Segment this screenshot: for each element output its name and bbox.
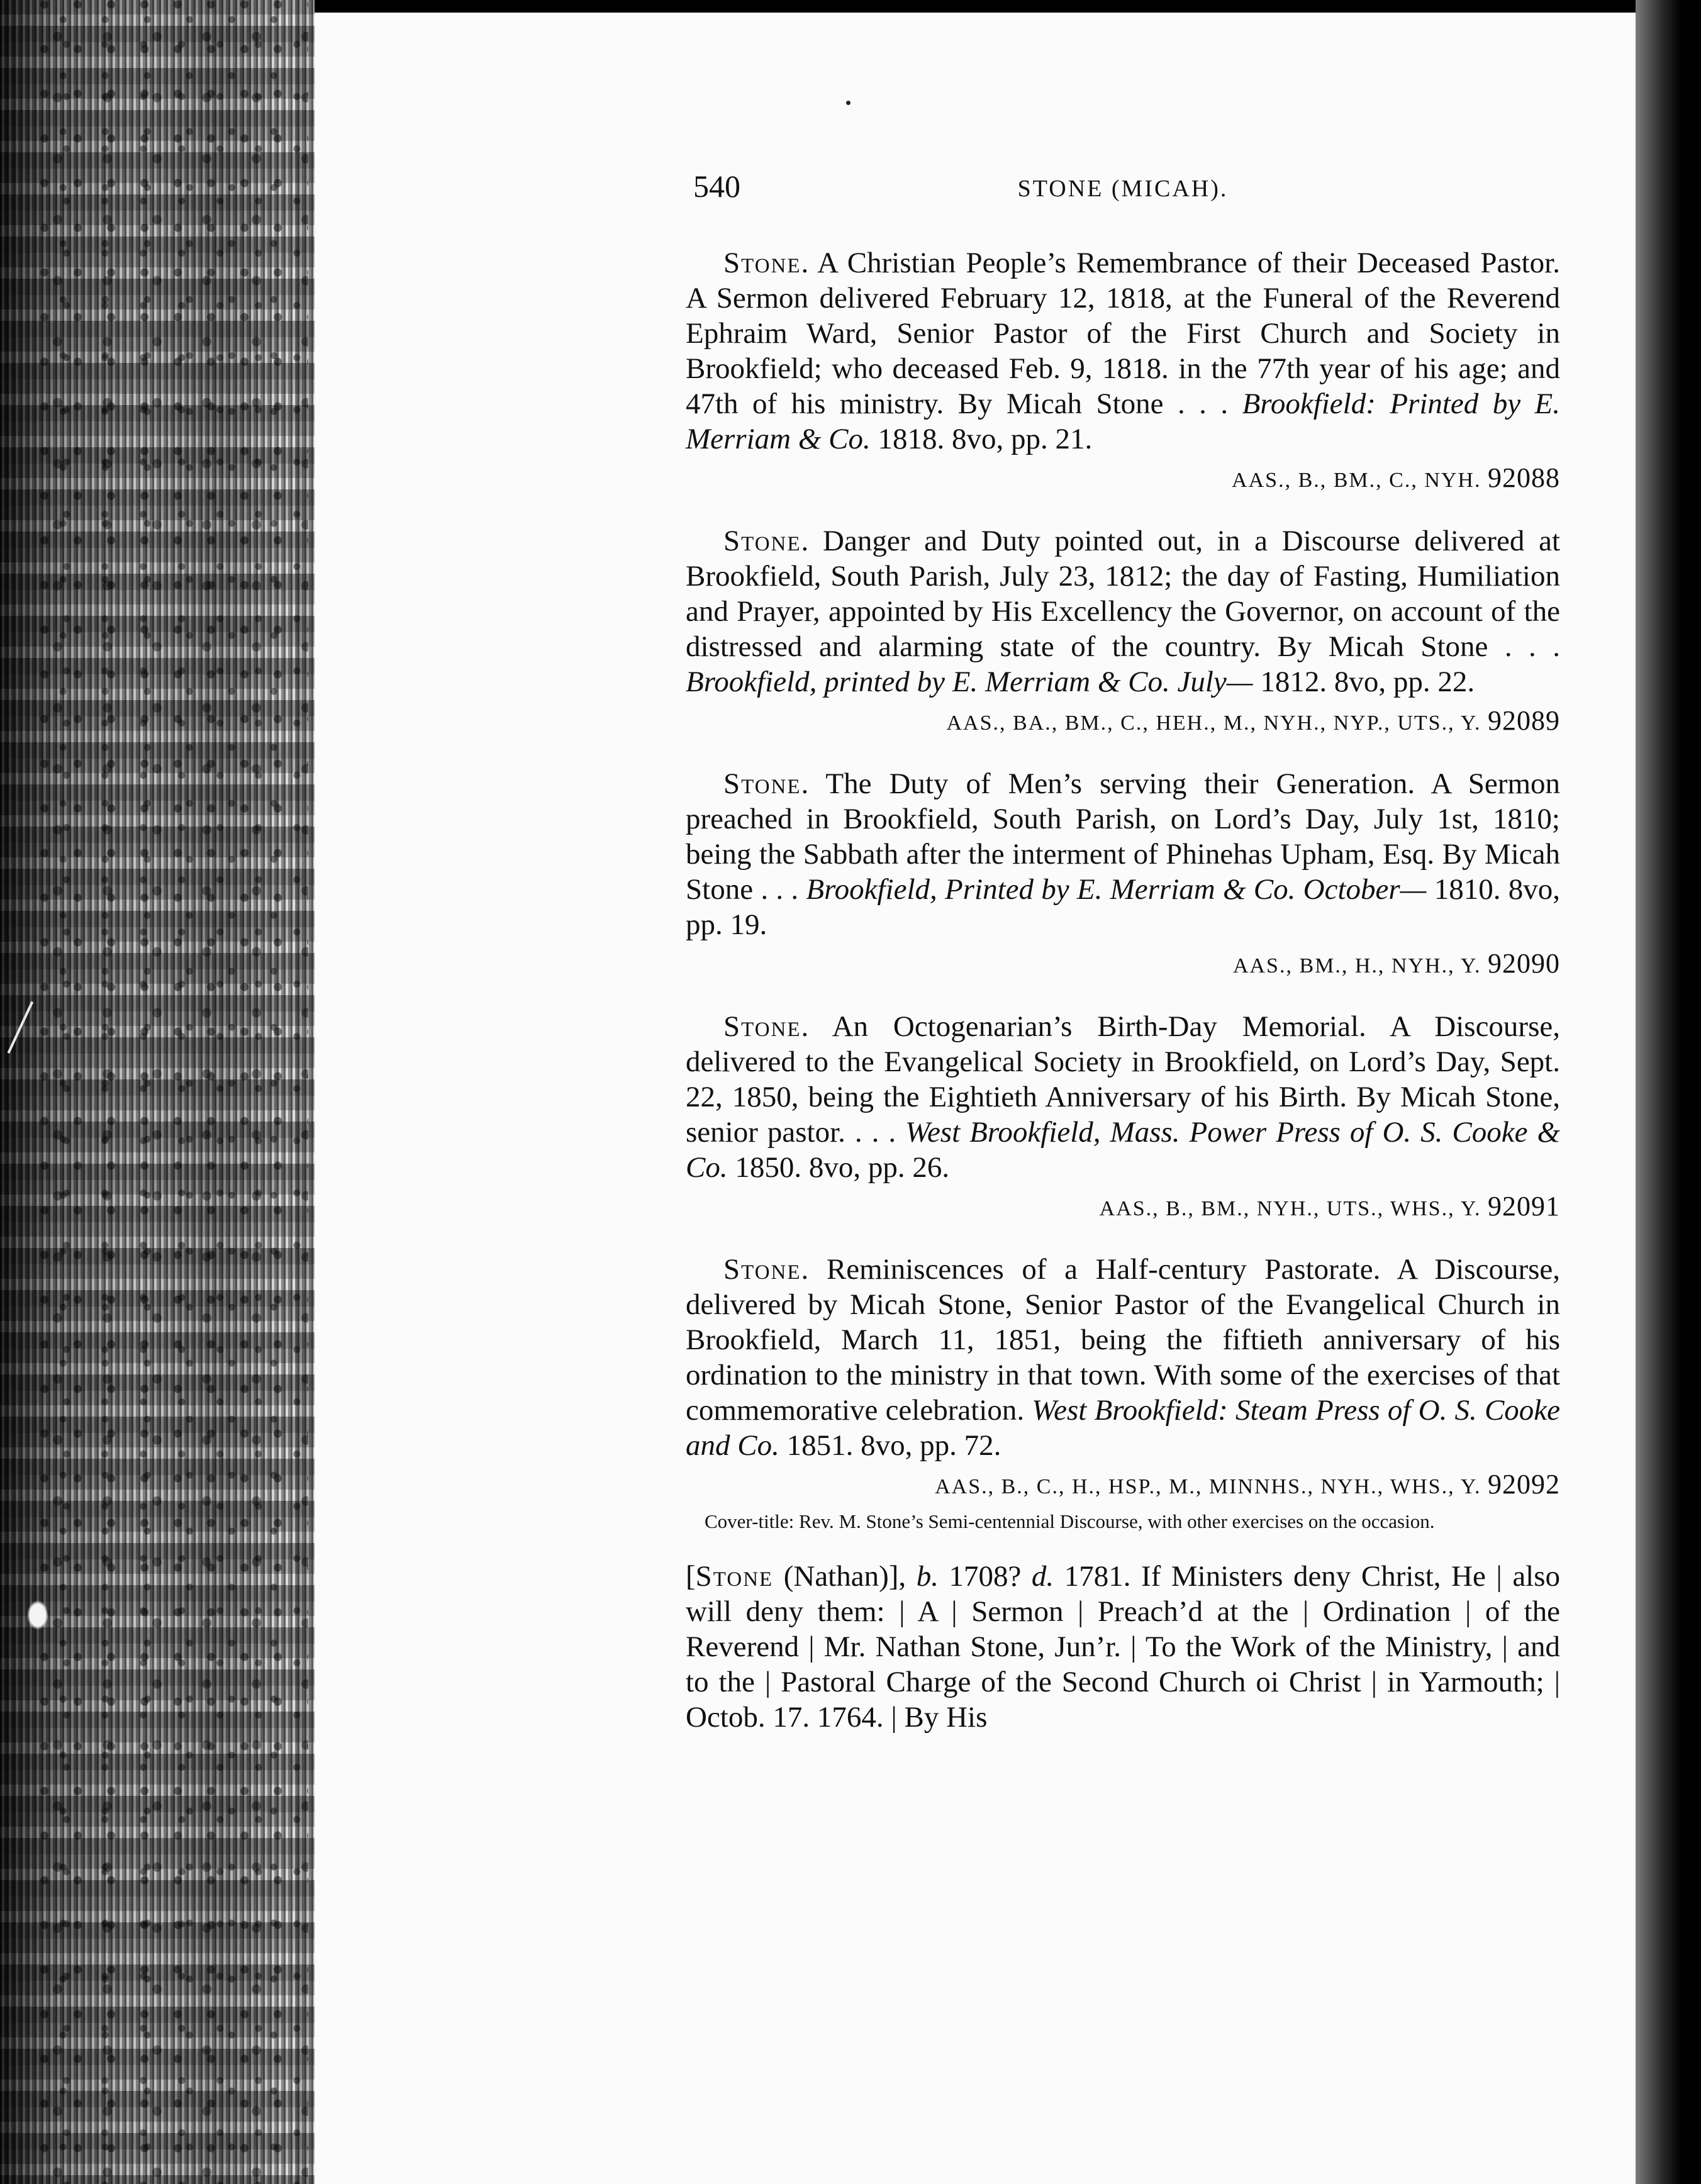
entry-number: 92090 bbox=[1488, 948, 1560, 979]
location-list: AAS., B., BM., NYH., UTS., WHS., Y. bbox=[1099, 1197, 1481, 1220]
bibliography-entry bbox=[686, 1252, 1560, 1534]
entry-body: Stone. Danger and Duty pointed out, in a Discourse delivered at Brookfield, South Parish, July 23, 1812; the day of Fasting, Humiliation and Prayer, appointed by His Excellency the Governor, on account of the distressed and alarming state of the country. By Micah Stone . . . Brookfield, printed by E. Merriam & Co. July— 1812. 8vo, pp. 22. bbox=[686, 525, 1560, 698]
entry-collation: 1818. 8vo, pp. 21. bbox=[878, 423, 1093, 455]
entry-title: Danger and Duty pointed out, in a Discourse delivered at Brookfield, South Parish, July 23, 1812; the day of Fasting, Humiliation and Prayer, appointed by His Excellency the Governor, on account of the distressed and alarming state of the country. By Micah Stone . . . bbox=[686, 525, 1560, 663]
location-list: AAS., B., C., H., HSP., M., MINNHS., NYH., WHS., Y. bbox=[935, 1475, 1481, 1498]
entry-imprint: Brookfield: Printed by E. Merriam & Co. bbox=[686, 387, 1560, 455]
entry-title: A Christian People’s Remembrance of their Deceased Pastor. A Sermon delivered February 12, 1818, at the Funeral of the Reverend Ephraim Ward, Senior Pastor of the First Church and Society in Brookfield; who deceased Feb. 9, 1818. in the 77th year of his age; and 47th of his ministry. By Micah Stone . . . bbox=[686, 247, 1560, 420]
location-list: AAS., BA., BM., C., HEH., M., NYH., NYP., UTS., Y. bbox=[946, 711, 1481, 735]
entry-author: Stone bbox=[723, 1010, 801, 1043]
entry-collation: 1851. 8vo, pp. 72. bbox=[786, 1429, 1001, 1462]
born-label: b. bbox=[916, 1560, 939, 1593]
bibliography-entry bbox=[686, 1009, 1560, 1227]
entry-collation: 1812. 8vo, pp. 22. bbox=[1260, 666, 1475, 698]
bracket-open: [ bbox=[686, 1560, 696, 1593]
right-page-shadow bbox=[1636, 0, 1701, 2184]
entry-number: 92092 bbox=[1488, 1469, 1560, 1500]
entry-imprint: Brookfield, Printed by E. Merriam & Co. October— bbox=[806, 873, 1427, 906]
entry-locations bbox=[686, 460, 1560, 498]
entry-author: Stone bbox=[723, 525, 801, 557]
died-label: d. bbox=[1031, 1560, 1054, 1593]
entry-body: Stone. Reminiscences of a Half-century Pastorate. A Discourse, delivered by Micah Stone, Senior Pastor of the Evangelical Church in Brookfield, March 11, 1851, being the fiftieth anniversary of his ordination to the ministry in that town. With some of the exercises of that commemorative celebration. West Brookfield: Steam Press of O. S. Cooke and Co. 1851. 8vo, pp. 72. bbox=[686, 1253, 1561, 1462]
entry-collation: 1850. 8vo, pp. 26. bbox=[735, 1151, 950, 1184]
entry-imprint: West Brookfield, Mass. Power Press of O. S. Cooke & Co. bbox=[686, 1116, 1561, 1184]
entry-locations bbox=[686, 1467, 1560, 1505]
page-number: 540 bbox=[693, 169, 740, 204]
died-year: 1781. bbox=[1064, 1560, 1131, 1593]
entry-body: Stone. A Christian People’s Remembrance of their Deceased Pastor. A Sermon delivered February 12, 1818, at the Funeral of the Reverend Ephraim Ward, Senior Pastor of the First Church and Society in Brookfield; who deceased Feb. 9, 1818. in the 77th year of his age; and 47th of his ministry. By Micah Stone . . . Brookfield: Printed by E. Merriam & Co. 1818. 8vo, pp. 21. bbox=[686, 247, 1560, 455]
entry-author: Stone bbox=[723, 767, 801, 800]
entry-title: Reminiscences of a Half-century Pastorate. A Discourse, delivered by Micah Stone, Senior Pastor of the Evangelical Church in Brookfield, March 11, 1851, being the fiftieth anniversary of his ordination to the ministry in that town. With some of the exercises of that commemorative celebration. bbox=[686, 1253, 1560, 1427]
entry-number: 92088 bbox=[1488, 462, 1560, 493]
entry-author: Stone bbox=[723, 247, 801, 279]
entry-imprint: West Brookfield: Steam Press of O. S. Cooke and Co. bbox=[686, 1394, 1561, 1462]
entry-author: Stone bbox=[723, 1253, 801, 1286]
entry-body: Stone. An Octogenarian’s Birth-Day Memorial. A Discourse, delivered to the Evangelical Society in Brookfield, on Lord’s Day, Sept. 22, 1850, being the Eightieth Anniversary of his Birth. By Micah Stone, senior pastor. . . . West Brookfield, Mass. Power Press of O. S. Cooke & Co. 1850. 8vo, pp. 26. bbox=[686, 1010, 1561, 1184]
entry-locations bbox=[686, 703, 1560, 741]
running-title: STONE (MICAH). bbox=[1017, 176, 1229, 202]
location-list: AAS., B., BM., C., NYH. bbox=[1232, 469, 1481, 492]
entry-collation: 1810. 8vo, pp. 19. bbox=[686, 873, 1561, 941]
entry-title: The Duty of Men’s serving their Generation. A Sermon preached in Brookfield, South Parish, on Lord’s Day, July 1st, 1810; being the Sabbath after the interment of Phinehas Upham, Esq. By Micah Stone . . . bbox=[686, 767, 1561, 906]
stray-dot-mark bbox=[846, 101, 850, 105]
entry-number: 92089 bbox=[1488, 705, 1560, 736]
entry-author: Stone bbox=[695, 1560, 774, 1593]
entry-locations bbox=[686, 1189, 1560, 1227]
entry-title: An Octogenarian’s Birth-Day Memorial. A Discourse, delivered to the Evangelical Society in Brookfield, on Lord’s Day, Sept. 22, 1850, being the Eightieth Anniversary of his Birth. By Micah Stone, senior pastor. . . . bbox=[686, 1010, 1560, 1149]
bibliography-entry bbox=[686, 766, 1560, 984]
edge-blot-mark bbox=[25, 1598, 50, 1632]
bibliography-entry bbox=[686, 1559, 1560, 1735]
page-text-column bbox=[686, 169, 1560, 1760]
born-year: 1708? bbox=[949, 1560, 1022, 1593]
entry-number: 92091 bbox=[1488, 1191, 1560, 1222]
running-head bbox=[686, 169, 1560, 213]
bibliography-entry bbox=[686, 245, 1560, 498]
location-list: AAS., BM., H., NYH., Y. bbox=[1232, 954, 1481, 978]
page-edge-texture bbox=[38, 0, 308, 2184]
entry-locations bbox=[686, 946, 1560, 984]
entry-body: Stone. The Duty of Men’s serving their Generation. A Sermon preached in Brookfield, South Parish, on Lord’s Day, July 1st, 1810; being the Sabbath after the interment of Phinehas Upham, Esq. By Micah Stone . . . Brookfield, Printed by E. Merriam & Co. October— 1810. 8vo, pp. 19. bbox=[686, 767, 1561, 941]
entry-given-name: (Nathan)], bbox=[773, 1560, 906, 1593]
entry-note: Cover-title: Rev. M. Stone’s Semi-centennial Discourse, with other exercises on the occasion. bbox=[705, 1510, 1435, 1532]
bibliography-entry bbox=[686, 523, 1560, 741]
entry-title: If Ministers deny Christ, He | also will deny them: | A | Sermon | Preach’d at the | Ordination | of the Reverend | Mr. Nathan Stone, Jun’r. | To the Work of the Ministry, | and to the | Pastoral Charge of the Second Church oi Christ | in Yarmouth; | Octob. 17. 1764. | By His bbox=[686, 1560, 1561, 1734]
entry-body bbox=[686, 1559, 1560, 1735]
entry-imprint: Brookfield, printed by E. Merriam & Co. July— bbox=[686, 666, 1253, 698]
